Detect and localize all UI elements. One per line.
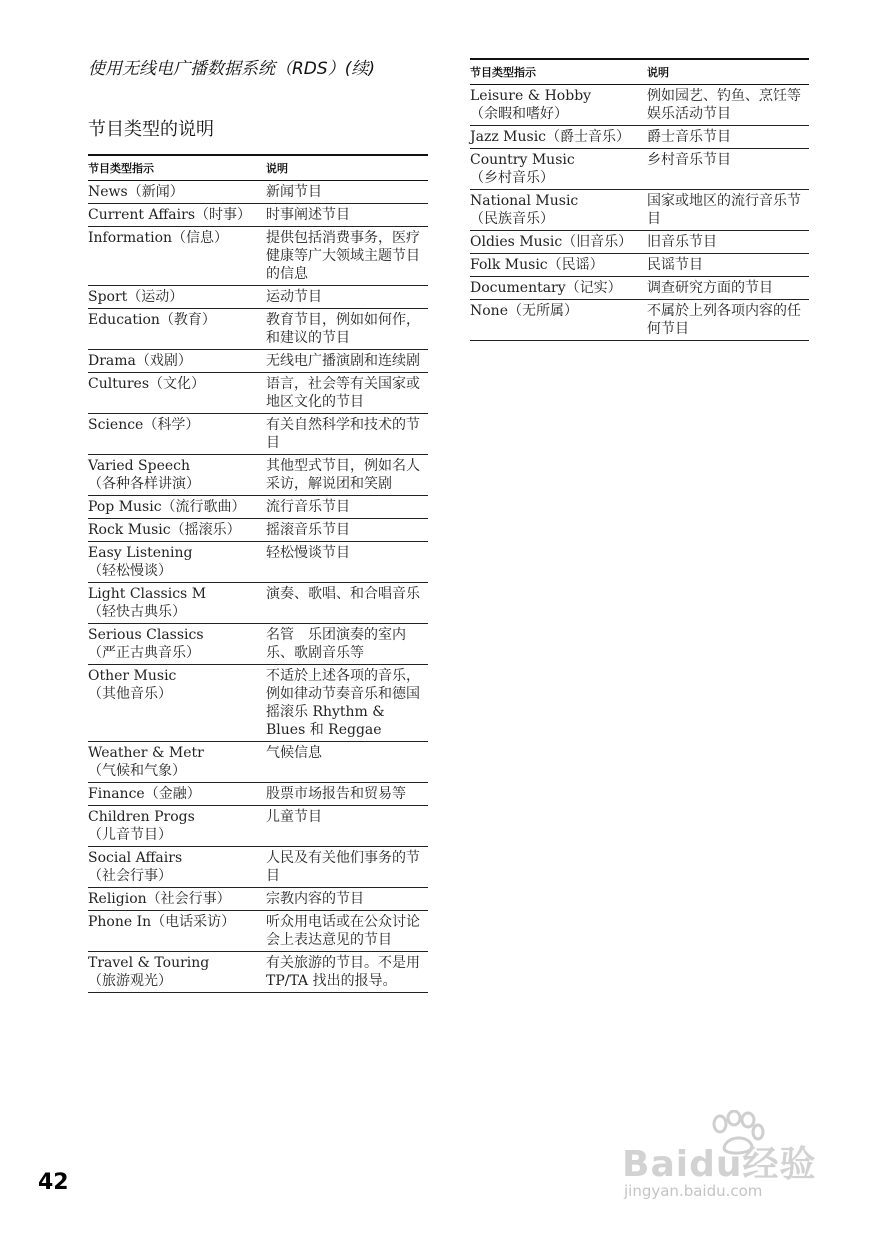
program-type-cell: Current Affairs（时事） xyxy=(88,204,266,227)
column-header-type: 节目类型指示 xyxy=(88,155,266,181)
program-description-cell: 宗教内容的节目 xyxy=(266,888,428,911)
table-row xyxy=(470,190,809,231)
program-description-cell: 国家或地区的流行音乐节目 xyxy=(647,190,809,231)
table-row xyxy=(88,624,428,665)
program-description-cell: 例如园艺、钓鱼、烹饪等娱乐活动节目 xyxy=(647,85,809,126)
program-type-cell: None（无所属） xyxy=(470,300,647,341)
table-row xyxy=(88,455,428,496)
program-description-cell: 名管 乐团演奏的室内乐、歌剧音乐等 xyxy=(266,624,428,665)
table-row xyxy=(88,806,428,847)
program-type-cell: Information（信息） xyxy=(88,227,266,286)
table-row xyxy=(88,286,428,309)
table-row xyxy=(88,542,428,583)
program-type-cell: Religion（社会行事） xyxy=(88,888,266,911)
program-type-cell: Cultures（文化） xyxy=(88,373,266,414)
table-row xyxy=(88,496,428,519)
table-row xyxy=(88,742,428,783)
program-type-cell: Children Progs （儿音节目） xyxy=(88,806,266,847)
program-type-cell: Leisure & Hobby （余暇和嗜好） xyxy=(470,85,647,126)
sub-heading: 节目类型的说明 xyxy=(88,119,214,140)
program-description-cell: 时事阐述节目 xyxy=(266,204,428,227)
program-description-cell: 民谣节目 xyxy=(647,254,809,277)
table-header-row xyxy=(88,155,428,181)
program-description-cell: 儿童节目 xyxy=(266,806,428,847)
program-type-table-right xyxy=(470,58,809,341)
program-description-cell: 演奏、歌唱、和合唱音乐 xyxy=(266,583,428,624)
program-description-cell: 流行音乐节目 xyxy=(266,496,428,519)
program-description-cell: 不适於上述各项的音乐，例如律动节奏音乐和德国摇滚乐 Rhythm & Blues 和 Reggae xyxy=(266,665,428,742)
program-type-cell: Travel & Touring （旅游观光） xyxy=(88,952,266,993)
program-type-table-left xyxy=(88,154,428,993)
program-description-cell: 气候信息 xyxy=(266,742,428,783)
program-description-cell: 新闻节目 xyxy=(266,181,428,204)
table-header-row xyxy=(470,59,809,85)
program-description-cell: 有关自然科学和技术的节目 xyxy=(266,414,428,455)
program-type-cell: Education（教育） xyxy=(88,309,266,350)
program-description-cell: 轻松慢谈节目 xyxy=(266,542,428,583)
program-type-cell: Finance（金融） xyxy=(88,783,266,806)
watermark-url: jingyan.baidu.com xyxy=(624,1182,763,1200)
program-type-cell: Varied Speech （各种各样讲演） xyxy=(88,455,266,496)
table-row xyxy=(470,85,809,126)
table-row xyxy=(88,847,428,888)
page-number: 42 xyxy=(38,1170,69,1195)
program-description-cell: 语言，社会等有关国家或地区文化的节目 xyxy=(266,373,428,414)
table-row xyxy=(470,231,809,254)
table-row xyxy=(88,414,428,455)
program-description-cell: 爵士音乐节目 xyxy=(647,126,809,149)
program-type-cell: Sport（运动） xyxy=(88,286,266,309)
program-description-cell: 提供包括消费事务，医疗健康等广大领域主题节目的信息 xyxy=(266,227,428,286)
column-header-description: 说明 xyxy=(266,155,428,181)
program-description-cell: 旧音乐节目 xyxy=(647,231,809,254)
program-description-cell: 调查研究方面的节目 xyxy=(647,277,809,300)
program-type-cell: Folk Music（民谣） xyxy=(470,254,647,277)
program-type-cell: Rock Music（摇滚乐） xyxy=(88,519,266,542)
table-row xyxy=(470,149,809,190)
table-row xyxy=(88,350,428,373)
table-row xyxy=(88,583,428,624)
table-row xyxy=(88,888,428,911)
program-type-cell: Science（科学） xyxy=(88,414,266,455)
table-row xyxy=(470,277,809,300)
table-row xyxy=(88,665,428,742)
program-type-cell: Documentary（记实） xyxy=(470,277,647,300)
program-type-cell: National Music （民族音乐） xyxy=(470,190,647,231)
table-row xyxy=(470,126,809,149)
column-header-description: 说明 xyxy=(647,59,809,85)
program-type-cell: News（新闻） xyxy=(88,181,266,204)
table-row xyxy=(88,204,428,227)
table-row xyxy=(88,181,428,204)
program-type-cell: Weather & Metr （气候和气象） xyxy=(88,742,266,783)
table-row xyxy=(88,519,428,542)
program-type-cell: Serious Classics （严正古典音乐） xyxy=(88,624,266,665)
program-type-cell: Oldies Music（旧音乐） xyxy=(470,231,647,254)
program-type-cell: Easy Listening （轻松慢谈） xyxy=(88,542,266,583)
table-row xyxy=(88,783,428,806)
table-row xyxy=(88,227,428,286)
program-description-cell: 其他型式节目，例如名人采访，解说团和笑剧 xyxy=(266,455,428,496)
table-row xyxy=(88,952,428,993)
program-description-cell: 摇滚音乐节目 xyxy=(266,519,428,542)
baidu-watermark xyxy=(620,1110,830,1210)
program-description-cell: 有关旅游的节目。不是用 TP/TA 找出的报导。 xyxy=(266,952,428,993)
section-title: 使用无线电广播数据系统（RDS）(续) xyxy=(88,59,375,79)
program-description-cell: 听众用电话或在公众讨论会上表达意见的节目 xyxy=(266,911,428,952)
program-type-cell: Other Music （其他音乐） xyxy=(88,665,266,742)
program-type-cell: Light Classics M （轻快古典乐） xyxy=(88,583,266,624)
table-row xyxy=(88,309,428,350)
program-description-cell: 股票市场报告和贸易等 xyxy=(266,783,428,806)
program-type-cell: Jazz Music（爵士音乐） xyxy=(470,126,647,149)
program-description-cell: 无线电广播演剧和连续剧 xyxy=(266,350,428,373)
program-type-cell: Drama（戏剧） xyxy=(88,350,266,373)
program-type-cell: Phone In（电话采访） xyxy=(88,911,266,952)
column-header-type: 节目类型指示 xyxy=(470,59,647,85)
table-row xyxy=(88,373,428,414)
program-description-cell: 不属於上列各项内容的任何节目 xyxy=(647,300,809,341)
program-type-cell: Social Affairs （社会行事） xyxy=(88,847,266,888)
program-description-cell: 人民及有关他们事务的节目 xyxy=(266,847,428,888)
table-row xyxy=(470,300,809,341)
program-type-cell: Country Music （乡村音乐） xyxy=(470,149,647,190)
watermark-brand: Baidu经验 xyxy=(622,1144,817,1185)
program-description-cell: 乡村音乐节目 xyxy=(647,149,809,190)
program-type-cell: Pop Music（流行歌曲） xyxy=(88,496,266,519)
table-row xyxy=(470,254,809,277)
program-description-cell: 运动节目 xyxy=(266,286,428,309)
program-description-cell: 教育节目，例如如何作，和建议的节目 xyxy=(266,309,428,350)
table-row xyxy=(88,911,428,952)
